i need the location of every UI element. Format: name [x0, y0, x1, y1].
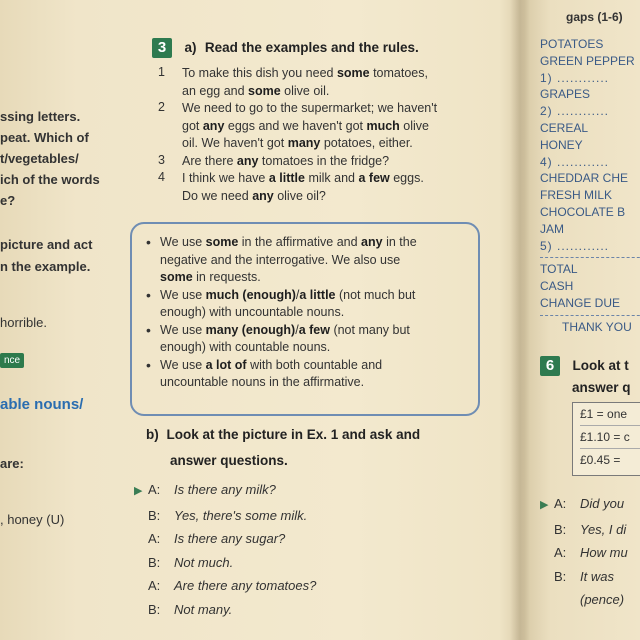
receipt-thank-you: THANK YOU: [562, 319, 632, 334]
receipt-separator: [540, 257, 640, 258]
receipt-item: GREEN PEPPER: [540, 53, 635, 68]
dialogue-text: Not much.: [174, 554, 234, 570]
example-line: [182, 170, 424, 188]
example-line: [182, 100, 437, 118]
text-run: (not much but: [335, 287, 416, 302]
left-fragment: picture and act: [0, 237, 93, 252]
text-run: milk and: [304, 171, 359, 185]
receipt-gap: 5) ............: [540, 238, 610, 253]
bold-term: any: [252, 188, 274, 203]
example-text: [182, 170, 424, 205]
receipt-item: HONEY: [540, 137, 583, 152]
text-run: Do we need: [182, 188, 253, 203]
text-run: We use: [160, 322, 206, 337]
dialogue-text: Not many.: [174, 601, 233, 617]
dialogue-text: Are there any tomatoes?: [174, 578, 317, 593]
receipt-item: FRESH MILK: [540, 188, 613, 203]
play-arrow-icon: ▶: [134, 485, 143, 497]
bold-term: a few: [358, 171, 390, 185]
text-run: We use: [160, 287, 206, 302]
bold-term: any: [202, 118, 225, 133]
example-list: [158, 65, 437, 205]
price-row: £1 = one: [580, 403, 640, 426]
text-run: eggs and we haven't got: [224, 118, 367, 133]
play-arrow-icon: ▶: [540, 499, 549, 511]
left-fragment: , honey (U): [0, 512, 65, 527]
speaker-label: B:: [148, 601, 161, 617]
text-run: (not many but: [329, 322, 410, 337]
example-item: [158, 170, 437, 205]
text-run: enough) with uncountable nouns.: [160, 305, 345, 319]
text-run: We need to go to the supermarket; we haven't: [182, 101, 438, 115]
dialogue-text: (pence): [580, 592, 625, 607]
speaker-label: A:: [148, 531, 161, 546]
example-line: [182, 188, 424, 206]
text-run: We use: [160, 235, 206, 249]
exercise-6-title-line1: Look at t: [572, 358, 629, 373]
part-b-title-line2: answer questions.: [170, 453, 288, 468]
example-text: [182, 153, 389, 171]
dialogue-line: [134, 478, 316, 504]
speaker-label: A:: [148, 578, 161, 593]
left-fragment: n the example.: [0, 259, 91, 274]
example-number: 2: [158, 100, 165, 114]
dialogue: [134, 478, 316, 621]
speaker-label: B:: [554, 521, 567, 537]
rules-list: [144, 234, 468, 392]
example-line: [182, 153, 389, 171]
left-fragment: are:: [0, 456, 24, 471]
receipt-totals: [540, 261, 640, 311]
exercise-5-heading: gaps (1-6): [566, 10, 623, 24]
receipt-item: CHEDDAR CHE: [540, 171, 629, 186]
text-run: an egg and: [182, 83, 249, 98]
example-item: [158, 153, 437, 171]
dialogue-line: [540, 588, 628, 612]
text-run: /: [295, 287, 300, 302]
rule-line: [160, 287, 468, 305]
dialogue-text: Yes, I di: [580, 521, 627, 537]
part-b-title-line1: Look at the picture in Ex. 1 and ask and: [166, 427, 421, 442]
bold-term: a few: [298, 322, 330, 337]
text-run: To make this dish you need: [182, 66, 337, 80]
receipt-item: CHOCOLATE B: [540, 204, 626, 219]
rule-item: [144, 322, 468, 357]
receipt-gap: 1) ............: [540, 70, 610, 85]
dialogue-text: Is there any milk?: [174, 482, 276, 497]
bold-term: any: [361, 235, 383, 249]
rules-box: [130, 222, 480, 416]
left-fragment: ich of the words: [0, 172, 100, 187]
receipt-item: JAM: [540, 221, 564, 236]
example-line: [182, 118, 437, 136]
speaker-label: B:: [148, 554, 161, 570]
rule-line: [160, 269, 468, 287]
receipt-item: GRAPES: [540, 87, 591, 102]
left-fragment: ssing letters.: [0, 109, 81, 124]
price-row: £0.45 =: [580, 453, 621, 467]
dialogue-text: Did you: [580, 496, 625, 511]
receipt-total-line: CHANGE DUE: [540, 295, 621, 310]
dialogue-text: How mu: [580, 545, 628, 560]
rule-line: [160, 374, 468, 392]
text-run: I think we have: [182, 171, 269, 185]
speaker-label: A:: [554, 496, 567, 511]
receipt: [540, 36, 640, 336]
dialogue-line: [540, 492, 628, 518]
text-run: /: [295, 322, 299, 337]
left-fragment: t/vegetables/: [0, 151, 79, 166]
text-run: in the affirmative and: [238, 235, 362, 249]
part-b-header: [146, 427, 420, 442]
text-run: tomatoes,: [369, 66, 428, 80]
rule-line: [160, 252, 468, 270]
rule-line: [160, 322, 468, 340]
exercise-6-title-line2: answer q: [572, 380, 631, 395]
price-box: [572, 402, 640, 476]
dialogue-line: [540, 565, 628, 589]
receipt-items: [540, 36, 640, 254]
right-dialogue: [540, 492, 628, 612]
receipt-gap: 4) ............: [540, 154, 610, 169]
dialogue-line: [134, 527, 316, 551]
text-run: oil. We haven't got: [182, 136, 288, 150]
speaker-label: A:: [554, 545, 567, 560]
bold-term: some: [205, 235, 239, 249]
speaker-label: B:: [148, 507, 161, 523]
dialogue-line: [134, 504, 316, 528]
part-a-title: Read the examples and the rules.: [204, 40, 419, 55]
bold-term: much: [366, 118, 400, 133]
part-a-label: a): [184, 40, 197, 55]
text-run: olive oil?: [273, 188, 326, 203]
rule-line: [160, 234, 468, 252]
dialogue-text: Yes, there's some milk.: [174, 507, 308, 523]
bold-term: some: [336, 66, 370, 80]
bold-term: a lot of: [205, 357, 247, 372]
dialogue-text: It was: [580, 568, 614, 584]
left-fragment: horrible.: [0, 315, 47, 330]
bold-term: some: [160, 270, 193, 284]
speaker-label: A:: [148, 482, 161, 497]
example-text: [182, 100, 437, 153]
price-row: £1.10 = c: [580, 426, 640, 449]
dialogue-line: [540, 541, 628, 565]
example-text: [182, 65, 428, 100]
receipt-item: POTATOES: [540, 37, 604, 51]
exercise-number: 6: [540, 356, 560, 376]
bold-term: a little: [268, 171, 305, 185]
text-run: in requests.: [192, 270, 261, 284]
rule-line: [160, 357, 468, 375]
bold-term: any: [236, 153, 259, 168]
exercise-3-header: [152, 38, 419, 58]
text-run: potatoes, either.: [320, 136, 413, 150]
text-run: eggs.: [389, 171, 424, 185]
text-run: olive: [399, 118, 430, 133]
text-run: tomatoes in the fridge?: [258, 153, 390, 168]
receipt-gap: 2) ............: [540, 104, 610, 119]
rule-item: [144, 287, 468, 322]
example-line: [182, 65, 428, 83]
bold-term: many: [287, 136, 321, 150]
bold-term: much (enough): [205, 287, 296, 302]
example-item: [158, 65, 437, 100]
receipt-separator: [540, 315, 640, 316]
text-run: Are there: [182, 153, 237, 168]
text-run: uncountable nouns in the affirmative.: [160, 375, 365, 389]
receipt-total-line: CASH: [540, 279, 574, 294]
example-number: 3: [158, 152, 165, 167]
receipt-item: CEREAL: [540, 120, 589, 135]
rule-item: [144, 234, 468, 287]
example-number: 1: [158, 65, 165, 79]
bold-term: many (enough): [205, 322, 296, 337]
text-run: negative and the interrogative. We also use: [160, 252, 401, 267]
text-run: got: [182, 118, 203, 133]
example-item: [158, 100, 437, 153]
rule-line: [160, 339, 468, 357]
rule-item: [144, 357, 468, 392]
part-b-label: b): [146, 427, 159, 442]
dialogue-line: [134, 598, 316, 622]
rule-line: [160, 304, 468, 322]
text-run: We use: [160, 357, 206, 372]
text-run: with both countable and: [246, 357, 383, 372]
left-fragment: peat. Which of: [0, 130, 89, 145]
dialogue-line: [134, 551, 316, 575]
exercise-number: 3: [152, 38, 172, 58]
left-badge: [0, 350, 24, 368]
page-gutter: [510, 0, 530, 640]
dialogue-line: [134, 574, 316, 598]
left-heading: able nouns/: [0, 396, 84, 413]
exercise-6-header: [540, 356, 629, 376]
left-fragment: e?: [0, 193, 16, 208]
example-line: [182, 83, 428, 101]
example-number: 4: [158, 170, 165, 184]
dialogue-line: [540, 518, 628, 542]
dialogue-text: Is there any sugar?: [174, 531, 286, 546]
bold-term: a little: [299, 287, 336, 302]
text-run: in the: [382, 235, 417, 249]
bold-term: some: [248, 83, 281, 98]
text-run: enough) with countable nouns.: [160, 340, 331, 354]
speaker-label: B:: [554, 568, 567, 584]
badge-label: nce: [0, 353, 24, 368]
text-run: olive oil.: [280, 83, 330, 98]
receipt-total-line: TOTAL: [540, 262, 578, 277]
example-line: [182, 135, 437, 153]
